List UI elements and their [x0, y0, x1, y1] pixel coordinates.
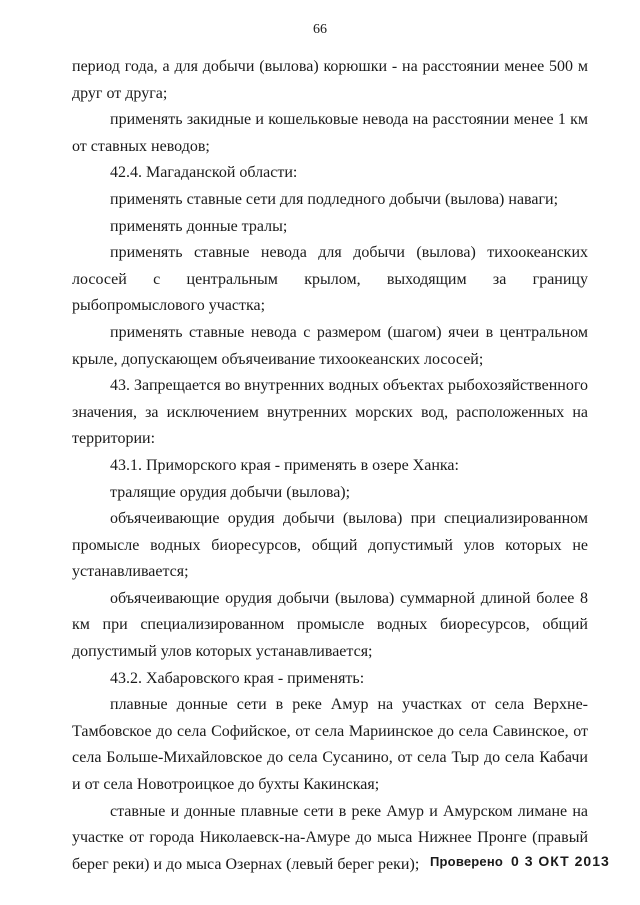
paragraph: применять донные тралы; — [110, 217, 288, 235]
paragraph: применять закидные и кошельковые невода на расстоянии менее 1 км от ставных неводов; — [72, 111, 588, 155]
verification-stamp — [430, 853, 610, 869]
paragraph: ставные и донные плавные сети в реке Амур и Амурском лимане на участке от города Николаевск-на-Амуре до мыса Нижнее Пронге (правый берег реки) и до мыса Озернах (левый берег реки); — [72, 802, 588, 873]
paragraph: тралящие орудия добычи (вылова); — [110, 483, 351, 501]
stamp-date: 0 3 ОКТ 2013 — [511, 853, 610, 869]
document-body — [72, 54, 588, 878]
paragraph: применять ставные сети для подледного добычи (вылова) наваги; — [110, 190, 559, 208]
stamp-label: Проверено — [430, 854, 504, 869]
paragraph: период года, а для добычи (вылова) корюшки - на расстоянии менее 500 м друг от друга; — [72, 58, 588, 102]
section-heading: 43.1. Приморского края - применять в озере Ханка: — [110, 456, 459, 474]
paragraph: применять ставные невода для добычи (вылова) тихоокеанских лососей с центральным крылом, выходящим за границу рыбопромыслового участка; — [72, 244, 588, 315]
section-heading: 43. Запрещается во внутренних водных объектах рыбохозяйственного значения, за исключением внутренних морских вод, расположенных на территории: — [72, 377, 588, 448]
paragraph: плавные донные сети в реке Амур на участках от села Верхне-Тамбовское до села Софийское, от села Мариинское до села Савинское, от села Больше-Михайловское до села Сусанино, от села Тыр до села Кабачи и от села Новотроицкое до бухты Какинская; — [72, 696, 588, 794]
page-number: 66 — [313, 22, 327, 37]
paragraph: применять ставные невода с размером (шагом) ячеи в центральном крыле, допускающем объячеивание тихоокеанских лососей; — [72, 323, 588, 368]
section-heading: 43.2. Хабаровского края - применять: — [110, 669, 365, 687]
paragraph: объячеивающие орудия добычи (вылова) при специализированном промысле водных биоресурсов, общий допустимый улов которых не устанавливается; — [72, 510, 588, 581]
paragraph: объячеивающие орудия добычи (вылова) суммарной длиной более 8 км при специализированном промысле водных биоресурсов, общий допустимый улов которых устанавливается; — [72, 589, 588, 661]
section-heading: 42.4. Магаданской области: — [110, 164, 298, 182]
